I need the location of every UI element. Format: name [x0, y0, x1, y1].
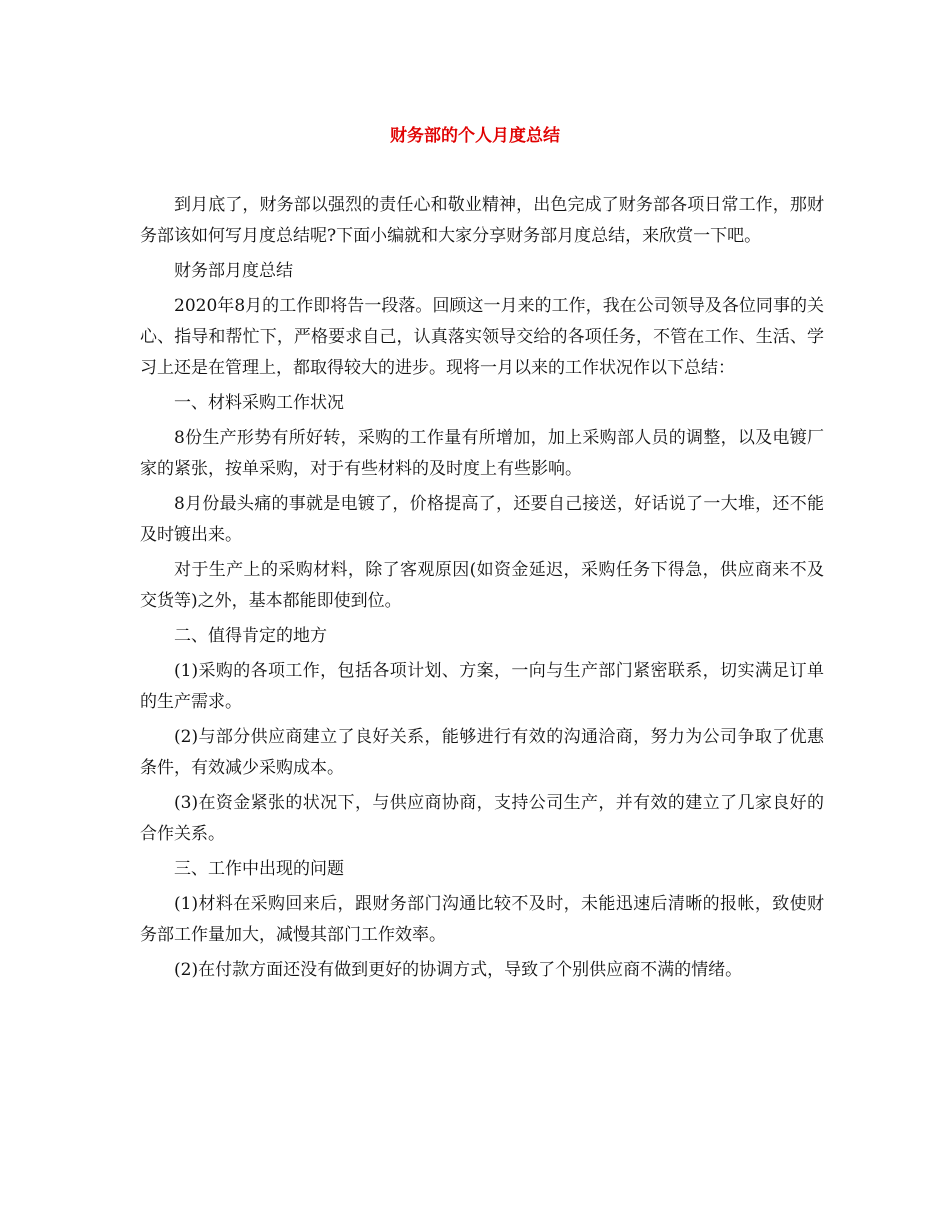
document-title: 财务部的个人月度总结: [390, 126, 560, 146]
paragraph: 8月份最头痛的事就是电镀了，价格提高了，还要自己接送，好话说了一大堆，还不能及时镀出来。: [140, 494, 824, 545]
section-heading-1: 一、材料采购工作状况: [174, 393, 344, 413]
paragraph-intro: 到月底了，财务部以强烈的责任心和敬业精神，出色完成了财务部各项日常工作，那财务部该如何写月度总结呢?下面小编就和大家分享财务部月度总结，来欣赏一下吧。: [140, 195, 824, 246]
paragraph: 对于生产上的采购材料，除了客观原因(如资金延迟，采购任务下得急，供应商来不及交货等)之外，基本都能即使到位。: [140, 560, 824, 611]
paragraph: (3)在资金紧张的状况下，与供应商协商，支持公司生产，并有效的建立了几家良好的合作关系。: [140, 793, 824, 844]
section-heading-2: 二、值得肯定的地方: [174, 626, 327, 646]
paragraph: (1)采购的各项工作，包括各项计划、方案，一向与生产部门紧密联系，切实满足订单的生产需求。: [140, 661, 824, 712]
paragraph-subtitle: 财务部月度总结: [174, 261, 293, 281]
paragraph: (1)材料在采购回来后，跟财务部门沟通比较不及时，未能迅速后清晰的报帐，致使财务部工作量加大，减慢其部门工作效率。: [140, 894, 824, 945]
paragraph-overview: 2020年8月的工作即将告一段落。回顾这一月来的工作，我在公司领导及各位同事的关心、指导和帮忙下，严格要求自己，认真落实领导交给的各项任务，不管在工作、生活、学习上还是在管理上，都取得较大的进步。现将一月以来的工作状况作以下总结：: [140, 296, 824, 378]
document-body: [140, 190, 824, 990]
section-heading-3: 三、工作中出现的问题: [174, 859, 344, 879]
paragraph: 8份生产形势有所好转，采购的工作量有所增加，加上采购部人员的调整，以及电镀厂家的紧张，按单采购，对于有些材料的及时度上有些影响。: [140, 428, 824, 479]
paragraph: (2)在付款方面还没有做到更好的协调方式，导致了个别供应商不满的情绪。: [174, 960, 743, 980]
paragraph: (2)与部分供应商建立了良好关系，能够进行有效的沟通洽商，努力为公司争取了优惠条件，有效减少采购成本。: [140, 727, 824, 778]
